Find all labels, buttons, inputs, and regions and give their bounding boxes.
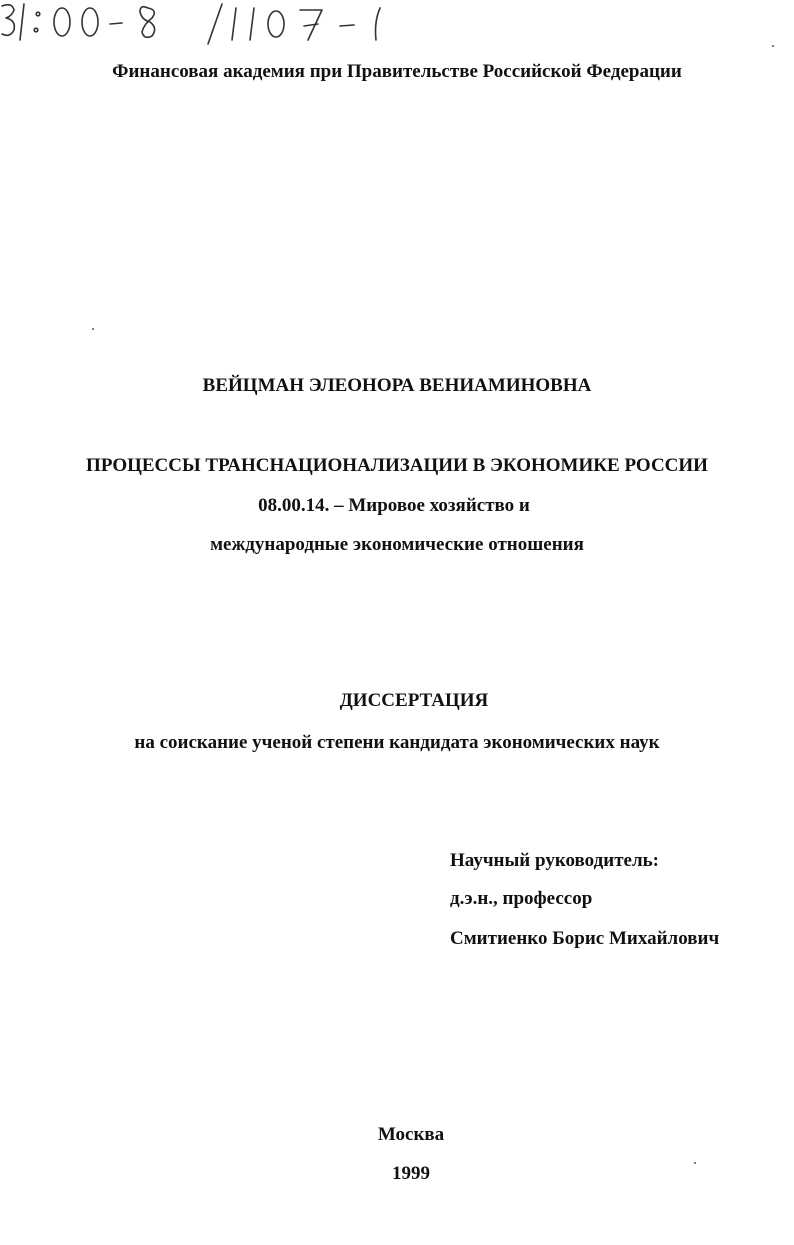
document-type-label: ДИССЕРТАЦИЯ [339, 690, 489, 711]
city: Москва [377, 1124, 445, 1145]
scan-speck [92, 328, 94, 330]
specialty-code-line: 08.00.14. – Мировое хозяйство и [258, 495, 530, 516]
institution-name: Финансовая академия при Правительстве Российской Федерации [112, 61, 682, 82]
year: 1999 [392, 1163, 430, 1184]
supervisor-name: Смитиенко Борис Михайлович [450, 928, 720, 949]
author-name: ВЕЙЦМАН ЭЛЕОНОРА ВЕНИАМИНОВНА [202, 375, 592, 396]
scan-speck [694, 1162, 696, 1164]
degree-purpose: на соискание ученой степени кандидата экономических наук [134, 732, 660, 753]
supervisor-heading: Научный руководитель: [450, 850, 659, 871]
thesis-title: ПРОЦЕССЫ ТРАНСНАЦИОНАЛИЗАЦИИ В ЭКОНОМИКЕ РОССИИ [86, 455, 708, 476]
scan-speck [772, 45, 774, 47]
handwritten-archive-code [0, 0, 420, 50]
specialty-name-line: международные экономические отношения [210, 534, 584, 555]
supervisor-degree: д.э.н., профессор [450, 888, 593, 909]
